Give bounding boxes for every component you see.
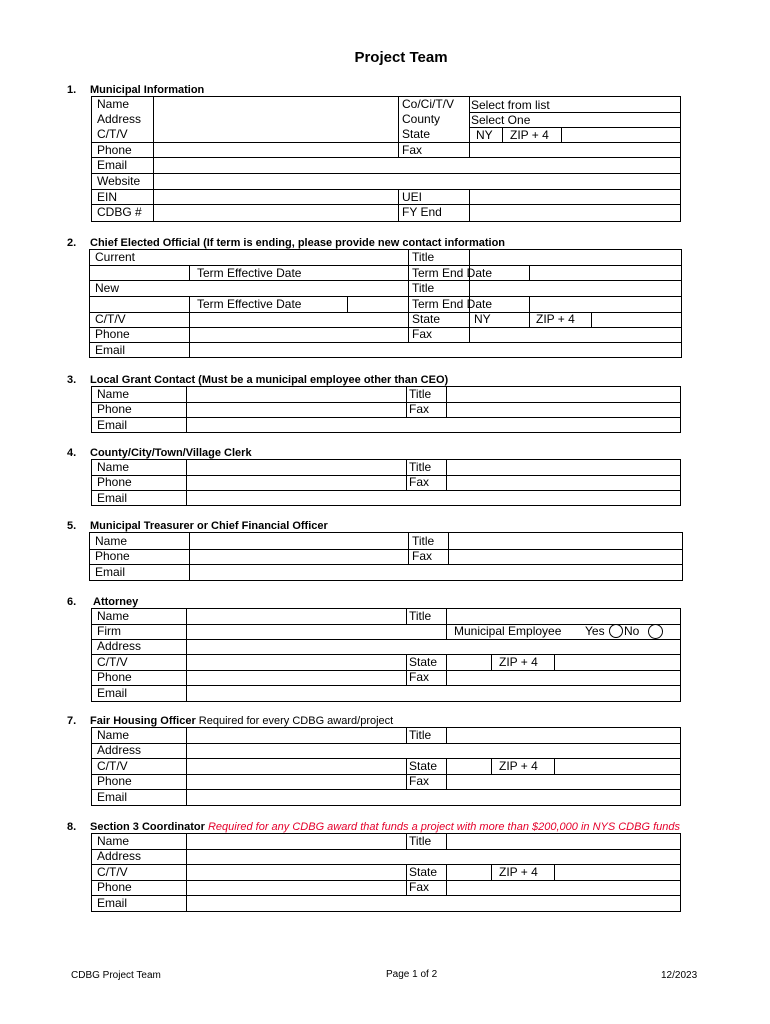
ctv-field[interactable] [190, 312, 407, 327]
name-field[interactable] [187, 834, 405, 849]
state-field[interactable] [447, 655, 490, 670]
new-name-field[interactable] [190, 281, 407, 296]
title-label: Title [409, 609, 432, 623]
fax-label: Fax [409, 475, 430, 489]
firm-field[interactable] [187, 624, 445, 639]
email-label: Email [97, 158, 128, 172]
cdbg-number-label: CDBG # [97, 205, 142, 219]
yes-radio[interactable] [609, 624, 623, 638]
email-label: Email [97, 418, 128, 432]
term-effective-date-label: Term Effective Date [197, 266, 302, 280]
state-value: NY [474, 312, 491, 326]
section-heading: Section 3 Coordinator Required for any CDBG award that funds a project with more than $200,000 in NYS CDBG funds [90, 821, 680, 833]
no-radio[interactable] [648, 624, 663, 639]
title-label: Title [409, 460, 432, 474]
address-field[interactable] [187, 639, 680, 654]
website-field[interactable] [154, 174, 680, 189]
title-label: Title [409, 834, 432, 848]
chief-elected-official-table [89, 249, 682, 358]
municipal-info-table [91, 96, 681, 222]
section-number: 2. [67, 237, 77, 249]
state-field[interactable] [447, 759, 490, 774]
state-field[interactable] [447, 865, 490, 880]
ctv-field[interactable] [187, 655, 405, 670]
section-number: 7. [67, 715, 77, 727]
state-label: State [409, 759, 438, 773]
state-label: State [402, 127, 431, 141]
phone-label: Phone [97, 143, 132, 157]
section-3-coordinator-table [91, 833, 681, 912]
fy-end-label: FY End [402, 205, 442, 219]
email-label: Email [95, 343, 126, 357]
title-label: Title [412, 250, 435, 264]
fax-field[interactable] [447, 475, 680, 490]
state-label: State [409, 655, 438, 669]
email-field[interactable] [154, 158, 680, 173]
fax-field[interactable] [447, 670, 680, 685]
clerk-table [91, 459, 681, 506]
address-label: Address [97, 849, 142, 863]
fax-label: Fax [402, 143, 423, 157]
title-label: Title [409, 387, 432, 401]
name-label: Name [97, 609, 130, 623]
name-field[interactable] [190, 533, 407, 549]
ein-label: EIN [97, 190, 118, 204]
name-field[interactable] [187, 460, 405, 475]
ctv-field[interactable] [154, 127, 397, 142]
website-label: Website [97, 174, 141, 188]
treasurer-table [89, 532, 683, 581]
phone-field[interactable] [187, 880, 405, 895]
name-field[interactable] [187, 728, 405, 743]
address-label: Address [97, 639, 142, 653]
ctv-field[interactable] [187, 759, 405, 774]
email-field[interactable] [187, 686, 680, 701]
state-label: State [409, 865, 438, 879]
county-select[interactable]: Select One [471, 113, 531, 127]
firm-label: Firm [97, 624, 121, 638]
email-field[interactable] [187, 491, 680, 505]
title-field[interactable] [449, 533, 682, 549]
email-field[interactable] [187, 896, 680, 911]
attorney-table [91, 608, 681, 702]
phone-label: Phone [97, 670, 132, 684]
fax-label: Fax [412, 549, 433, 563]
name-label: Name [97, 728, 130, 742]
email-label: Email [95, 565, 126, 579]
fax-field[interactable] [449, 549, 682, 564]
name-label: Name [97, 460, 130, 474]
fax-field[interactable] [447, 774, 680, 789]
address-field[interactable] [154, 112, 397, 127]
term-effective-date-label: Term Effective Date [197, 297, 302, 311]
email-label: Email [97, 686, 128, 700]
new-title-field[interactable] [470, 281, 681, 296]
zip-field[interactable]: ZIP + 4 [499, 759, 538, 773]
fax-label: Fax [409, 402, 430, 416]
phone-label: Phone [97, 880, 132, 894]
name-field[interactable] [154, 97, 397, 112]
fax-label: Fax [412, 327, 433, 341]
email-label: Email [97, 896, 128, 910]
page-title: Project Team [354, 49, 448, 66]
section-heading: Municipal Information [90, 84, 205, 96]
fax-label: Fax [409, 880, 430, 894]
local-grant-contact-table [91, 386, 681, 433]
no-label: No [624, 624, 640, 638]
section-number: 6. [67, 596, 77, 608]
current-term-end-field[interactable] [530, 266, 681, 280]
section-number: 3. [67, 374, 77, 386]
cocitv-label: Co/Ci/T/V [402, 97, 455, 111]
footer-doc-name: CDBG Project Team [71, 970, 161, 981]
title-label: Title [409, 728, 432, 742]
current-title-field[interactable] [470, 250, 681, 265]
new-term-end-field[interactable] [530, 297, 681, 312]
municipal-employee-label: Municipal Employee [454, 624, 562, 638]
ctv-label: C/T/V [97, 127, 128, 141]
ctv-label: C/T/V [97, 865, 128, 879]
address-field[interactable] [187, 743, 680, 758]
uei-label: UEI [402, 190, 423, 204]
title-label: Title [412, 281, 435, 295]
uei-field[interactable] [470, 190, 680, 204]
phone-field[interactable] [187, 475, 405, 490]
phone-label: Phone [95, 327, 130, 341]
phone-field[interactable] [190, 549, 407, 564]
phone-field[interactable] [187, 670, 405, 685]
ctv-label: C/T/V [97, 759, 128, 773]
address-label: Address [97, 743, 142, 757]
ctv-label: C/T/V [95, 312, 126, 326]
page-number: Page 1 of 2 [386, 969, 438, 980]
email-label: Email [97, 790, 128, 804]
yes-label: Yes [585, 624, 605, 638]
section-heading: Chief Elected Official (If term is ending, please provide new contact information [90, 237, 506, 249]
title-field[interactable] [447, 834, 680, 849]
fax-field[interactable] [470, 143, 680, 157]
fax-label: Fax [409, 670, 430, 684]
term-end-date-label: Term End Date [412, 297, 493, 311]
title-field[interactable] [447, 728, 680, 743]
phone-label: Phone [97, 774, 132, 788]
current-label: Current [95, 250, 136, 264]
zip-field[interactable]: ZIP + 4 [536, 312, 575, 326]
name-field[interactable] [187, 387, 405, 402]
title-field[interactable] [447, 609, 680, 624]
ein-field[interactable] [154, 190, 397, 204]
section-heading: County/City/Town/Village Clerk [90, 447, 252, 459]
email-field[interactable] [190, 565, 682, 580]
zip-field[interactable]: ZIP + 4 [499, 655, 538, 669]
fax-field[interactable] [447, 880, 680, 895]
section-heading: Municipal Treasurer or Chief Financial Officer [90, 520, 328, 532]
name-field[interactable] [187, 609, 405, 624]
current-name-field[interactable] [190, 250, 407, 265]
footer-date: 12/2023 [661, 970, 698, 981]
county-label: County [402, 112, 441, 126]
cdbg-number-field[interactable] [154, 205, 397, 220]
phone-label: Phone [97, 475, 132, 489]
title-field[interactable] [447, 460, 680, 475]
phone-label: Phone [95, 549, 130, 563]
name-label: Name [97, 97, 130, 111]
email-label: Email [97, 491, 128, 505]
section-number: 1. [67, 84, 77, 96]
phone-field[interactable] [187, 402, 405, 417]
email-field[interactable] [187, 418, 680, 432]
zip-field[interactable]: ZIP + 4 [499, 865, 538, 879]
cocitv-select[interactable]: Select from list [471, 98, 550, 112]
fax-field[interactable] [447, 402, 680, 417]
name-label: Name [95, 534, 128, 548]
state-value: NY [476, 128, 493, 142]
email-field[interactable] [190, 343, 681, 357]
section-heading: Fair Housing Officer Required for every CDBG award/project [90, 715, 394, 727]
phone-label: Phone [97, 402, 132, 416]
fax-label: Fax [409, 774, 430, 788]
term-end-date-label: Term End Date [412, 266, 493, 280]
ctv-label: C/T/V [97, 655, 128, 669]
section-heading: Local Grant Contact (Must be a municipal employee other than CEO) [90, 374, 449, 386]
fy-end-field[interactable] [470, 205, 680, 220]
zip-field[interactable]: ZIP + 4 [510, 128, 549, 142]
phone-field[interactable] [154, 143, 397, 157]
email-field[interactable] [187, 790, 680, 805]
address-field[interactable] [187, 849, 680, 864]
title-label: Title [412, 534, 435, 548]
title-field[interactable] [447, 387, 680, 402]
section-heading: Attorney [93, 596, 139, 608]
phone-field[interactable] [187, 774, 405, 789]
new-term-effective-field[interactable] [348, 297, 407, 312]
ctv-field[interactable] [187, 865, 405, 880]
new-label: New [95, 281, 120, 295]
section-number: 4. [67, 447, 77, 459]
name-label: Name [97, 834, 130, 848]
section-number: 5. [67, 520, 77, 532]
fair-housing-officer-table [91, 727, 681, 806]
address-label: Address [97, 112, 142, 126]
name-label: Name [97, 387, 130, 401]
state-label: State [412, 312, 441, 326]
fax-field[interactable] [470, 327, 681, 342]
phone-field[interactable] [190, 327, 407, 342]
section-number: 8. [67, 821, 77, 833]
